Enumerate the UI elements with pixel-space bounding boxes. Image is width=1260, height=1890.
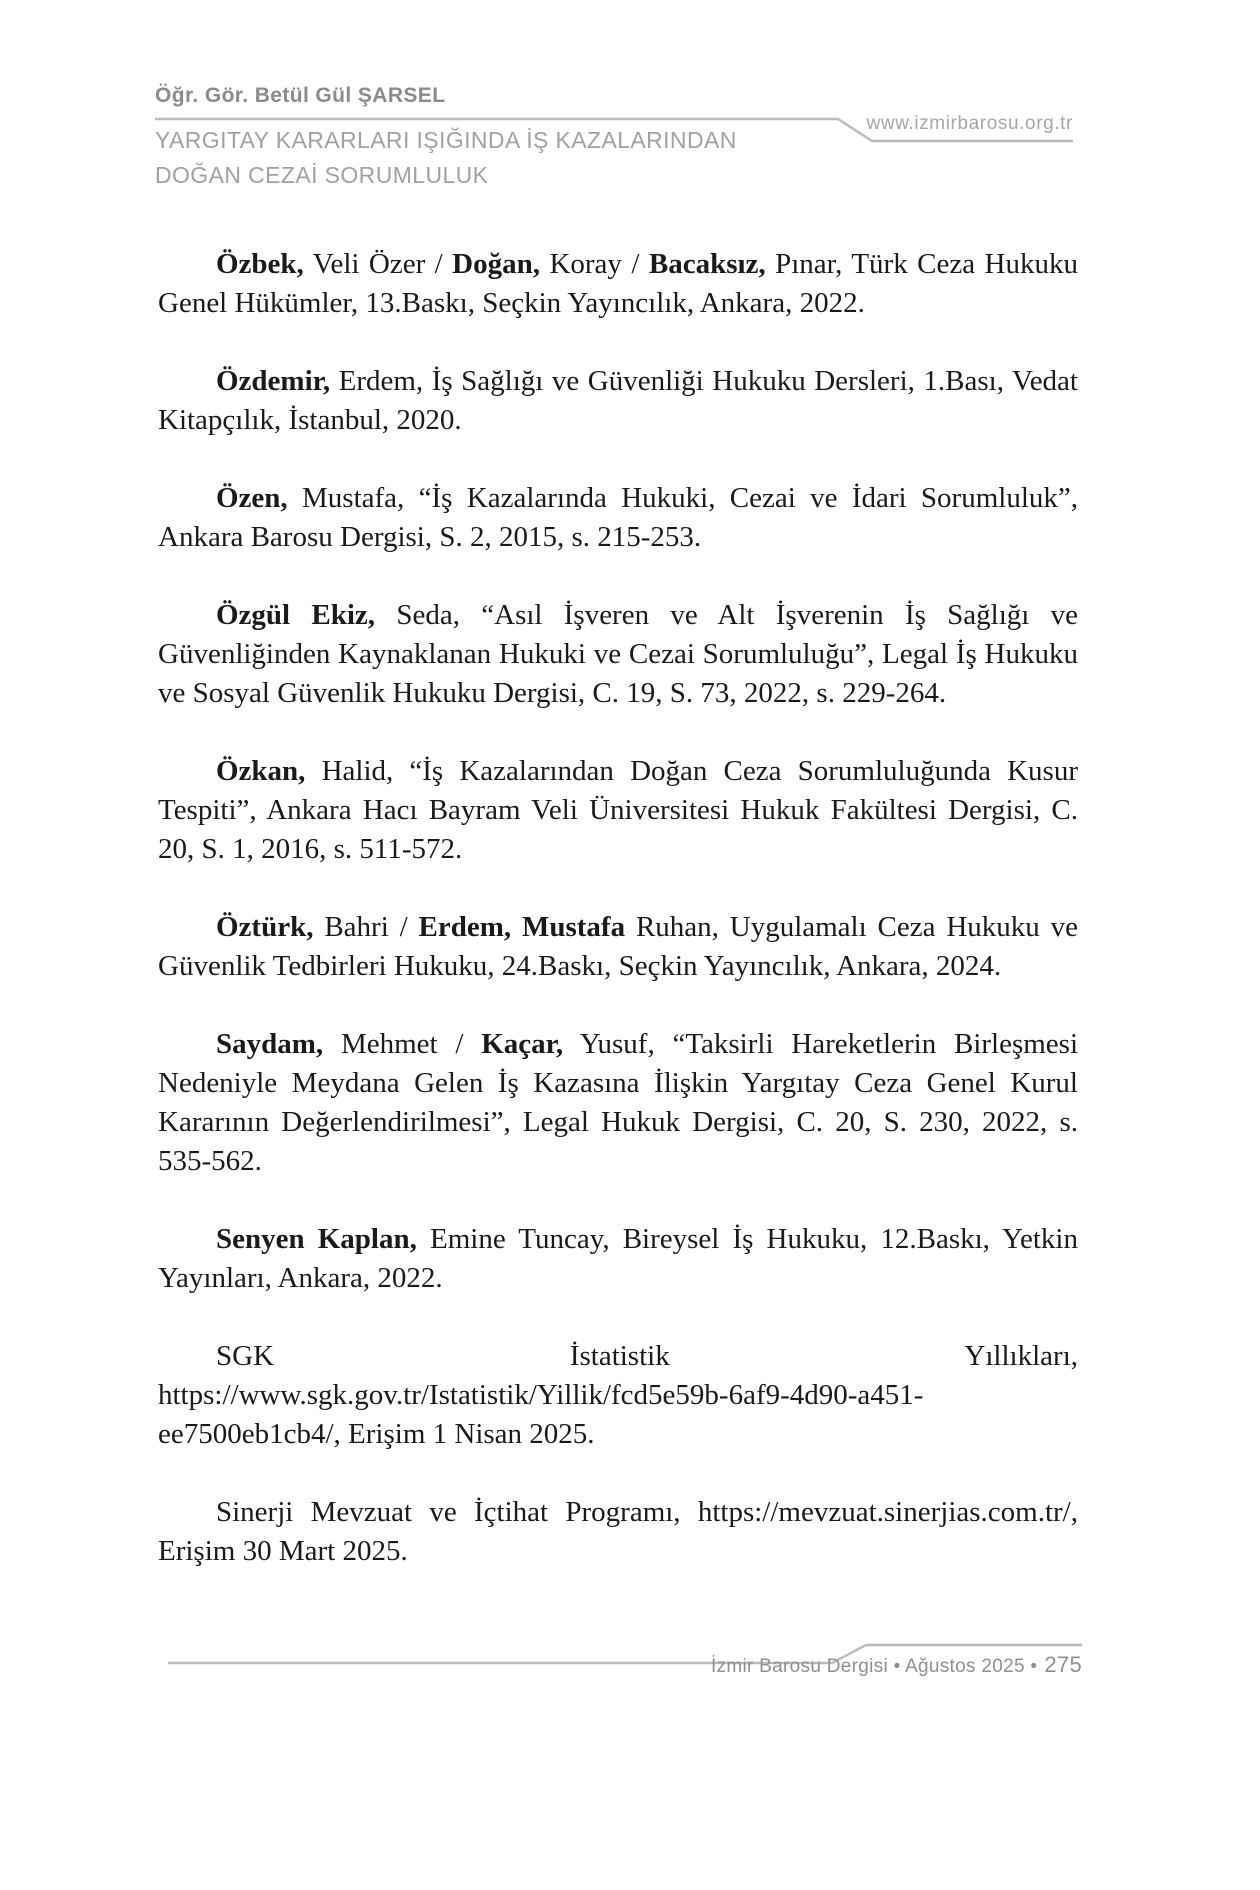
entry-author-name: Öztürk, <box>216 911 314 943</box>
running-title <box>155 123 737 193</box>
header-author: Öğr. Gör. Betül Gül ŞARSEL <box>155 84 446 107</box>
entry-author-name: Özbek, <box>216 248 304 280</box>
entry-author-name: Özdemir, <box>216 365 331 397</box>
bibliography-entry <box>158 1220 1078 1298</box>
entry-text: Halid, “İş Kazalarından Doğan Ceza Sorumluluğunda Kusur Tespiti”, Ankara Hacı Bayram Veli Üniversitesi Hukuk Fakültesi Dergisi, C. 20, S. 1, 2016, s. 511-572. <box>158 755 1078 865</box>
running-title-line2: DOĞAN CEZAİ SORUMLULUK <box>155 162 489 188</box>
bibliography-entry <box>158 1025 1078 1181</box>
bibliography-entry <box>158 752 1078 869</box>
bibliography-entry <box>158 908 1078 986</box>
entry-text: Emine Tuncay, Bireysel İş Hukuku, 12.Baskı, Yetkin Yayınları, Ankara, 2022. <box>158 1223 1078 1294</box>
entry-text: Bahri / <box>313 911 419 943</box>
entry-author-name: Doğan, <box>452 248 540 280</box>
entry-text: Pınar, Türk Ceza Hukuku Genel Hükümler, 13.Baskı, Seçkin Yayıncılık, Ankara, 2022. <box>158 248 1078 319</box>
entry-text: SGK İstatistik Yıllıkları, https://www.sgk.gov.tr/Istatistik/Yillik/fcd5e59b-6af9-4d90-a451-ee7500eb1cb4/, Erişim 1 Nisan 2025. <box>158 1340 1078 1450</box>
entry-text: Ruhan, Uygulamalı Ceza Hukuku ve Güvenlik Tedbirleri Hukuku, 24.Baskı, Seçkin Yayıncılık, Ankara, 2024. <box>158 911 1078 982</box>
entry-text: Yusuf, “Taksirli Hareketlerin Birleşmesi Nedeniyle Meydana Gelen İş Kazasına İlişkin Yargıtay Ceza Genel Kurul Kararının Değerlendirilmesi”, Legal Hukuk Dergisi, C. 20, S. 230, 2022, s. 535-562. <box>158 1028 1078 1177</box>
entry-author-name: Senyen Kaplan, <box>216 1223 417 1255</box>
website-url: www.izmirbarosu.org.tr <box>866 113 1073 134</box>
entry-text: Sinerji Mevzuat ve İçtihat Programı, https://mevzuat.sinerjias.com.tr/, Erişim 30 Mart 2025. <box>158 1496 1078 1567</box>
running-title-line1: YARGITAY KARARLARI IŞIĞINDA İŞ KAZALARINDAN <box>155 127 737 153</box>
bibliography-entry <box>158 1337 1078 1454</box>
bibliography-entry <box>158 1493 1078 1571</box>
entry-author-name: Özen, <box>216 482 288 514</box>
entry-author-name: Erdem, Mustafa <box>418 911 626 943</box>
bibliography-entry <box>158 362 1078 440</box>
entry-text: Mehmet / <box>323 1028 482 1060</box>
bibliography-entry <box>158 479 1078 557</box>
bibliography-entry <box>158 245 1078 323</box>
footer <box>711 1652 1082 1678</box>
entry-author-name: Saydam, <box>216 1028 324 1060</box>
entry-text: Koray / <box>540 248 649 280</box>
entry-author-name: Özgül Ekiz, <box>216 599 376 631</box>
entry-author-name: Özkan, <box>216 755 306 787</box>
entry-text: Mustafa, “İş Kazalarında Hukuki, Cezai ve İdari Sorumluluk”, Ankara Barosu Dergisi, S. 2, 2015, s. 215-253. <box>158 482 1078 553</box>
bibliography-entry <box>158 596 1078 713</box>
footer-page-number: 275 <box>1044 1652 1082 1677</box>
entry-text: Seda, “Asıl İşveren ve Alt İşverenin İş Sağlığı ve Güvenliğinden Kaynaklanan Hukuki ve Cezai Sorumluluğu”, Legal İş Hukuku ve Sosyal Güvenlik Hukuku Dergisi, C. 19, S. 73, 2022, s. 229-264. <box>158 599 1079 709</box>
entry-text: Veli Özer / <box>303 248 453 280</box>
entry-author-name: Kaçar, <box>481 1028 564 1060</box>
entry-text: Erdem, İş Sağlığı ve Güvenliği Hukuku Dersleri, 1.Bası, Vedat Kitapçılık, İstanbul, 2020. <box>158 365 1078 436</box>
footer-journal-issue: İzmir Barosu Dergisi • Ağustos 2025 • <box>710 1656 1038 1677</box>
entry-author-name: Bacaksız, <box>648 248 766 280</box>
bibliography-list <box>158 245 1078 1610</box>
